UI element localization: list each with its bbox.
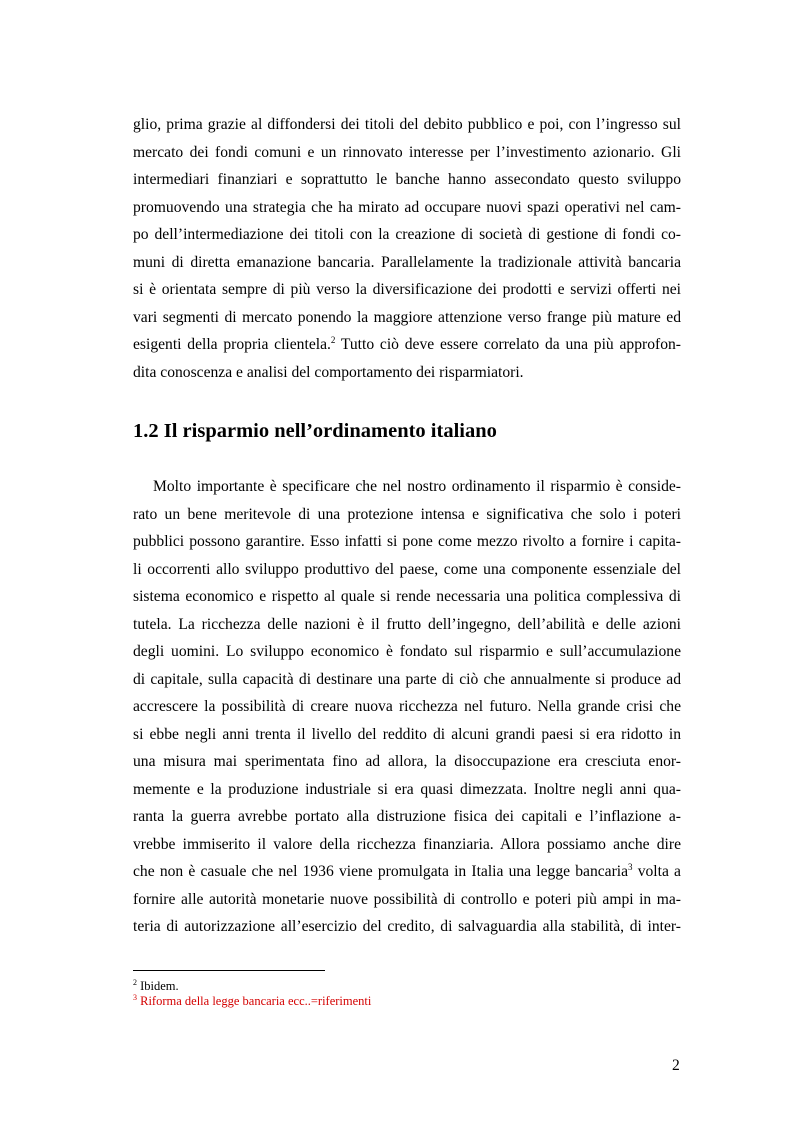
text-line: teria di autorizzazione all’esercizio del credito, di salvaguardia alla stabilità, di inter-	[133, 918, 681, 935]
text-line: si ebbe negli anni trenta il livello del reddito di alcuni grandi paesi si era ridotto in	[133, 726, 681, 743]
text-line: si è orientata sempre di più verso la diversificazione dei prodotti e servizi offerti nei	[133, 281, 681, 298]
text-line: po dell’intermediazione dei titoli con la creazione di società di gestione di fondi co-	[133, 226, 681, 243]
text-line: promuovendo una strategia che ha mirato ad occupare nuovi spazi operativi nel cam-	[133, 199, 681, 216]
text-fragment: volta a	[632, 863, 681, 880]
text-line: fornire alle autorità monetarie nuove possibilità di controllo e poteri più ampi in ma-	[133, 891, 681, 908]
section-heading: 1.2 Il risparmio nell’ordinamento italiano	[133, 420, 497, 442]
text-line: una misura mai sperimentata fino ad allora, la disoccupazione era cresciuta enor-	[133, 753, 681, 770]
text-line: mercato dei fondi comuni e un rinnovato interesse per l’investimento azionario. Gli	[133, 144, 681, 161]
text-line: li occorrenti allo sviluppo produttivo del paese, come una componente essenziale del	[133, 561, 681, 578]
footnote-number: 3	[133, 993, 137, 1002]
footnote-2	[133, 979, 179, 995]
text-line: glio, prima grazie al diffondersi dei titoli del debito pubblico e poi, con l’ingresso sul	[133, 116, 681, 133]
footnote-number: 2	[133, 978, 137, 987]
text-line: sistema economico e rispetto al quale si rende necessaria una politica complessiva di	[133, 588, 681, 605]
text-line: vari segmenti di mercato ponendo la maggiore attenzione verso frange più mature ed	[133, 309, 681, 326]
text-line: di capitale, sulla capacità di destinare una parte di ciò che annualmente si produce ad	[133, 671, 681, 688]
text-line: ranta la guerra avrebbe portato alla distruzione fisica dei capitali e l’inflazione a-	[133, 808, 681, 825]
text-line: degli uomini. Lo sviluppo economico è fondato sul risparmio e sull’accumulazione	[133, 643, 681, 660]
footnote-text: Ibidem.	[137, 979, 179, 993]
text-line: vrebbe immiserito il valore della ricchezza finanziaria. Allora possiamo anche dire	[133, 836, 681, 853]
text-line: pubblici possono garantire. Esso infatti si pone come mezzo rivolto a fornire i capita-	[133, 533, 681, 550]
footnote-ref-3: 3	[628, 862, 633, 872]
text-fragment: esigenti della propria clientela.	[133, 336, 331, 353]
footnote-ref-2: 2	[330, 335, 336, 345]
text-line-with-footnote	[133, 862, 681, 883]
text-fragment: Tutto ciò deve essere correlato da una più approfon-	[335, 336, 681, 353]
text-line: Molto importante è specificare che nel nostro ordinamento il risparmio è conside-	[153, 478, 681, 495]
footnote-text: Riforma della legge bancaria ecc..=riferimenti	[137, 994, 372, 1008]
text-line-with-footnote	[133, 335, 681, 356]
page-number: 2	[672, 1057, 680, 1074]
text-line: muni di diretta emanazione bancaria. Parallelamente la tradizionale attività bancaria	[133, 254, 681, 271]
text-fragment: che non è casuale che nel 1936 viene promulgata in Italia una legge bancaria	[133, 863, 629, 880]
text-line: accrescere la possibilità di creare nuova ricchezza nel futuro. Nella grande crisi che	[133, 698, 681, 715]
text-line: rato un bene meritevole di una protezione intensa e significativa che solo i poteri	[133, 506, 681, 523]
footnote-separator	[133, 970, 325, 971]
text-line: intermediari finanziari e soprattutto le banche hanno assecondato questo sviluppo	[133, 171, 681, 188]
text-line: tutela. La ricchezza delle nazioni è il frutto dell’ingegno, dell’abilità e delle azioni	[133, 616, 681, 633]
text-line: dita conoscenza e analisi del comportamento dei risparmiatori.	[133, 364, 524, 381]
footnote-3	[133, 994, 371, 1010]
text-line: memente e la produzione industriale si era quasi dimezzata. Inoltre negli anni qua-	[133, 781, 681, 798]
